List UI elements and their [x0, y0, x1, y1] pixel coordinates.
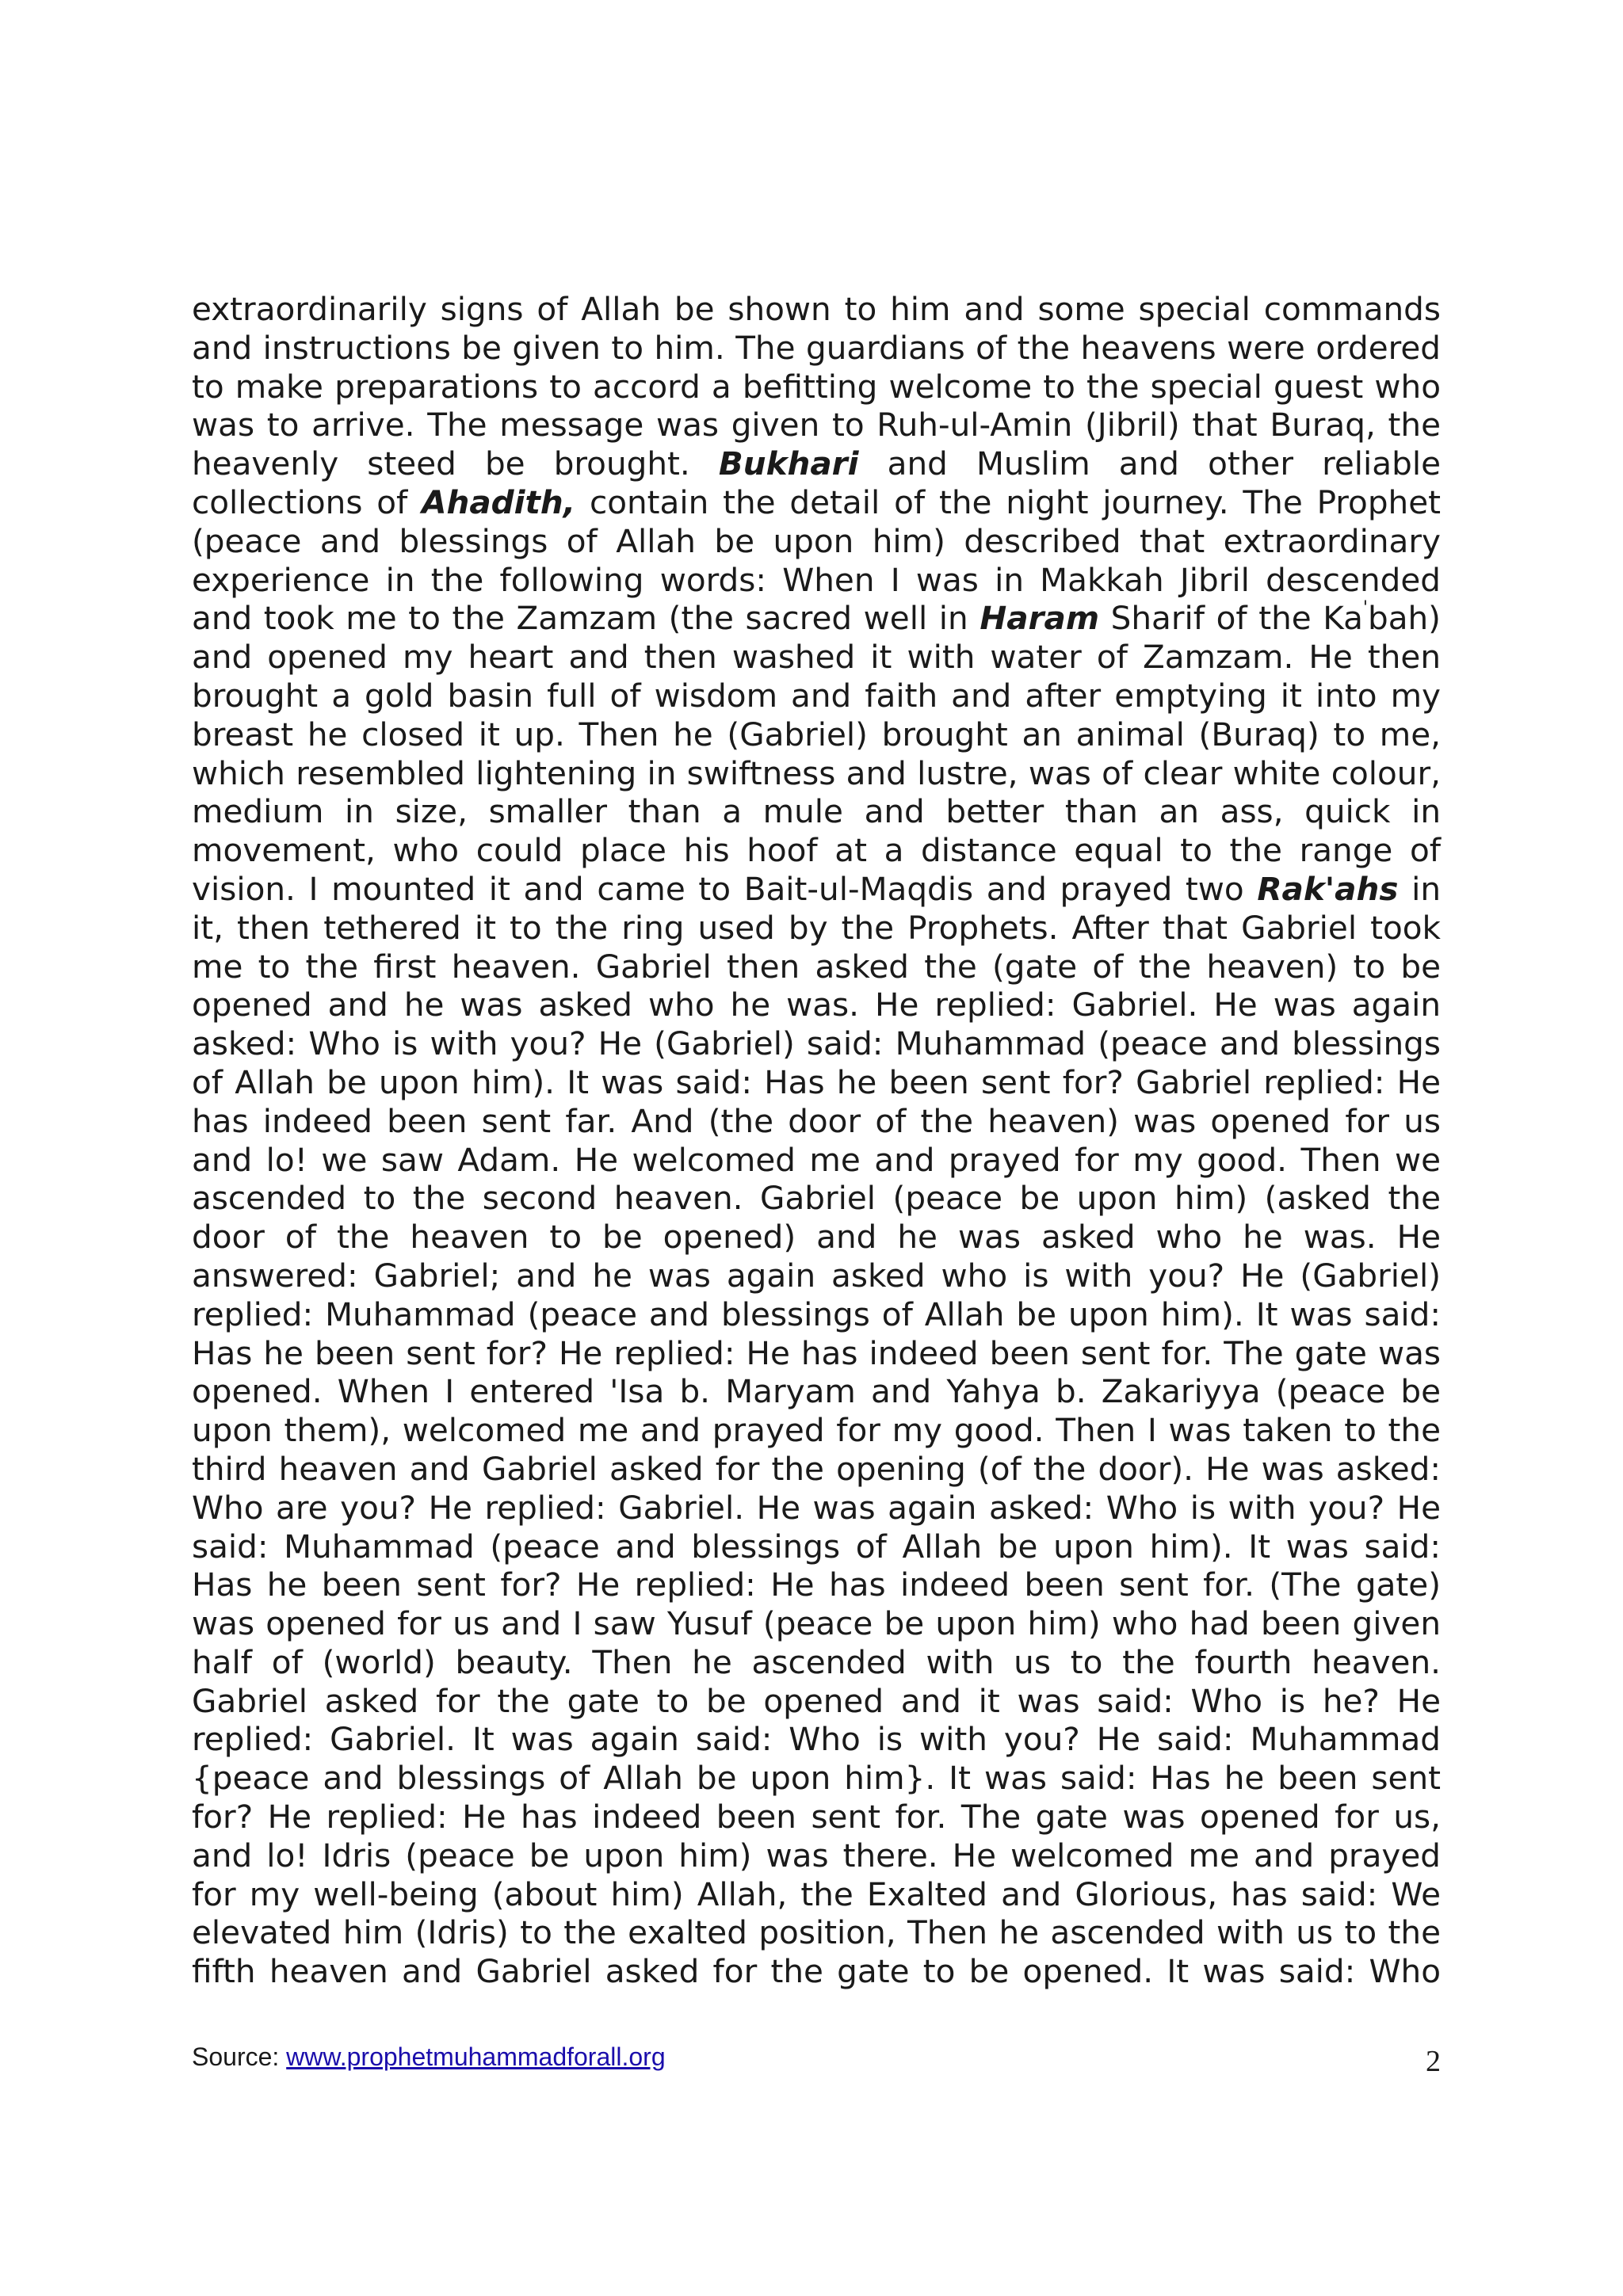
term-bukhari: Bukhari: [718, 444, 859, 483]
footer-source: [192, 2042, 666, 2072]
page-number: 2: [1426, 2045, 1441, 2078]
text-run: Sharif of the Ka: [1099, 599, 1363, 638]
text-run: extraordinarily signs of Allah be shown to him and some special commands and instructions be given to him. The guardians of the heavens were ordered to make preparations to accord a befitting welcome to the special guest who was to arrive. The message was given to Ruh-ul-Amin (Jibril) that Buraq, the heavenly steed be brought.: [192, 290, 1441, 483]
text-run: bah) and opened my heart and then washed it with water of Zamzam. He then brought a gold basin full of wisdom and faith and after emptying it into my breast he closed it up. Then he (Gabriel) brought an animal (Buraq) to me, which resembled lightening in swiftness and lustre, was of clear white colour, medium in size, smaller than a mule and better than an ass, quick in movement, who could place his hoof at a distance equal to the range of vision. I mounted it and came to Bait-ul-Maqdis and prayed two: [192, 599, 1441, 908]
term-rakahs: Rak'ahs: [1257, 869, 1399, 908]
text-run: in it, then tethered it to the ring used by the Prophets. After that Gabriel took me to the first heaven. Gabriel then asked the (gate of the heaven) to be opened and he was asked who he was. He replied: Gabriel. He was again asked: Who is with you? He (Gabriel) said: Muhammad (peace and blessings of Allah be upon him). It was said: Has he been sent for? Gabriel replied: He has indeed been sent far. And (the door of the heaven) was opened for us and lo! we saw Adam. He welcomed me and prayed for my good. Then we ascended to the second heaven. Gabriel (peace be upon him) (asked the door of the heaven to be opened) and he was asked who he was. He answered: Gabriel; and he was again asked who is with you? He (Gabriel) replied: Muhammad (peace and blessings of Allah be upon him). It was said: Has he been sent for? He replied: He has indeed been sent for. The gate was opened. When I entered 'Isa b. Maryam and Yahya b. Zakariyya (peace be upon them), welcomed me and prayed for my good. Then I was taken to the third heaven and Gabriel asked for the opening (of the door). He was asked: Who are you? He replied: Gabriel. He was again asked: Who is with you? He said: Muhammad (peace and blessings of Allah be upon him). It was said: Has he been sent for? He replied: He has indeed been sent for. (The gate) was opened for us and I saw Yusuf (peace be upon him) who had been given half of (world) beauty. Then he ascended with us to the fourth heaven. Gabriel asked for the gate to be opened and it was said: Who is he? He replied: Gabriel. It was again said: Who is with you? He said: Muhammad {peace and blessings of Allah be upon him}. It was said: Has he been sent for? He replied: He has indeed been sent for. The gate was opened for us, and lo! Idris (peace be upon him) was there. He welcomed me and prayed for my well-being (about him) Allah, the Exalted and Glorious, has said: We elevated him (Idris) to the exalted position, Then he ascended with us to the fifth heaven and Gabriel asked for the gate to be opened. It was said: Who: [192, 869, 1441, 1991]
ayn-mark: ': [1362, 598, 1368, 619]
term-ahadith: Ahadith,: [422, 482, 576, 521]
term-haram: Haram: [980, 599, 1100, 638]
body-paragraph: [192, 290, 1441, 1991]
text-run: contain the detail of the night journey. The Prophet (peace and blessings of Allah be upon him) described that extraordinary experience in the following words: When I was in Makkah Jibril descended and took me to the Zamzam (the sacred well in: [192, 482, 1441, 638]
text-run: and Muslim and other reliable collections of: [192, 444, 1441, 521]
source-link[interactable]: www.prophetmuhammadforall.org: [286, 2042, 666, 2071]
source-label: Source:: [192, 2042, 287, 2071]
